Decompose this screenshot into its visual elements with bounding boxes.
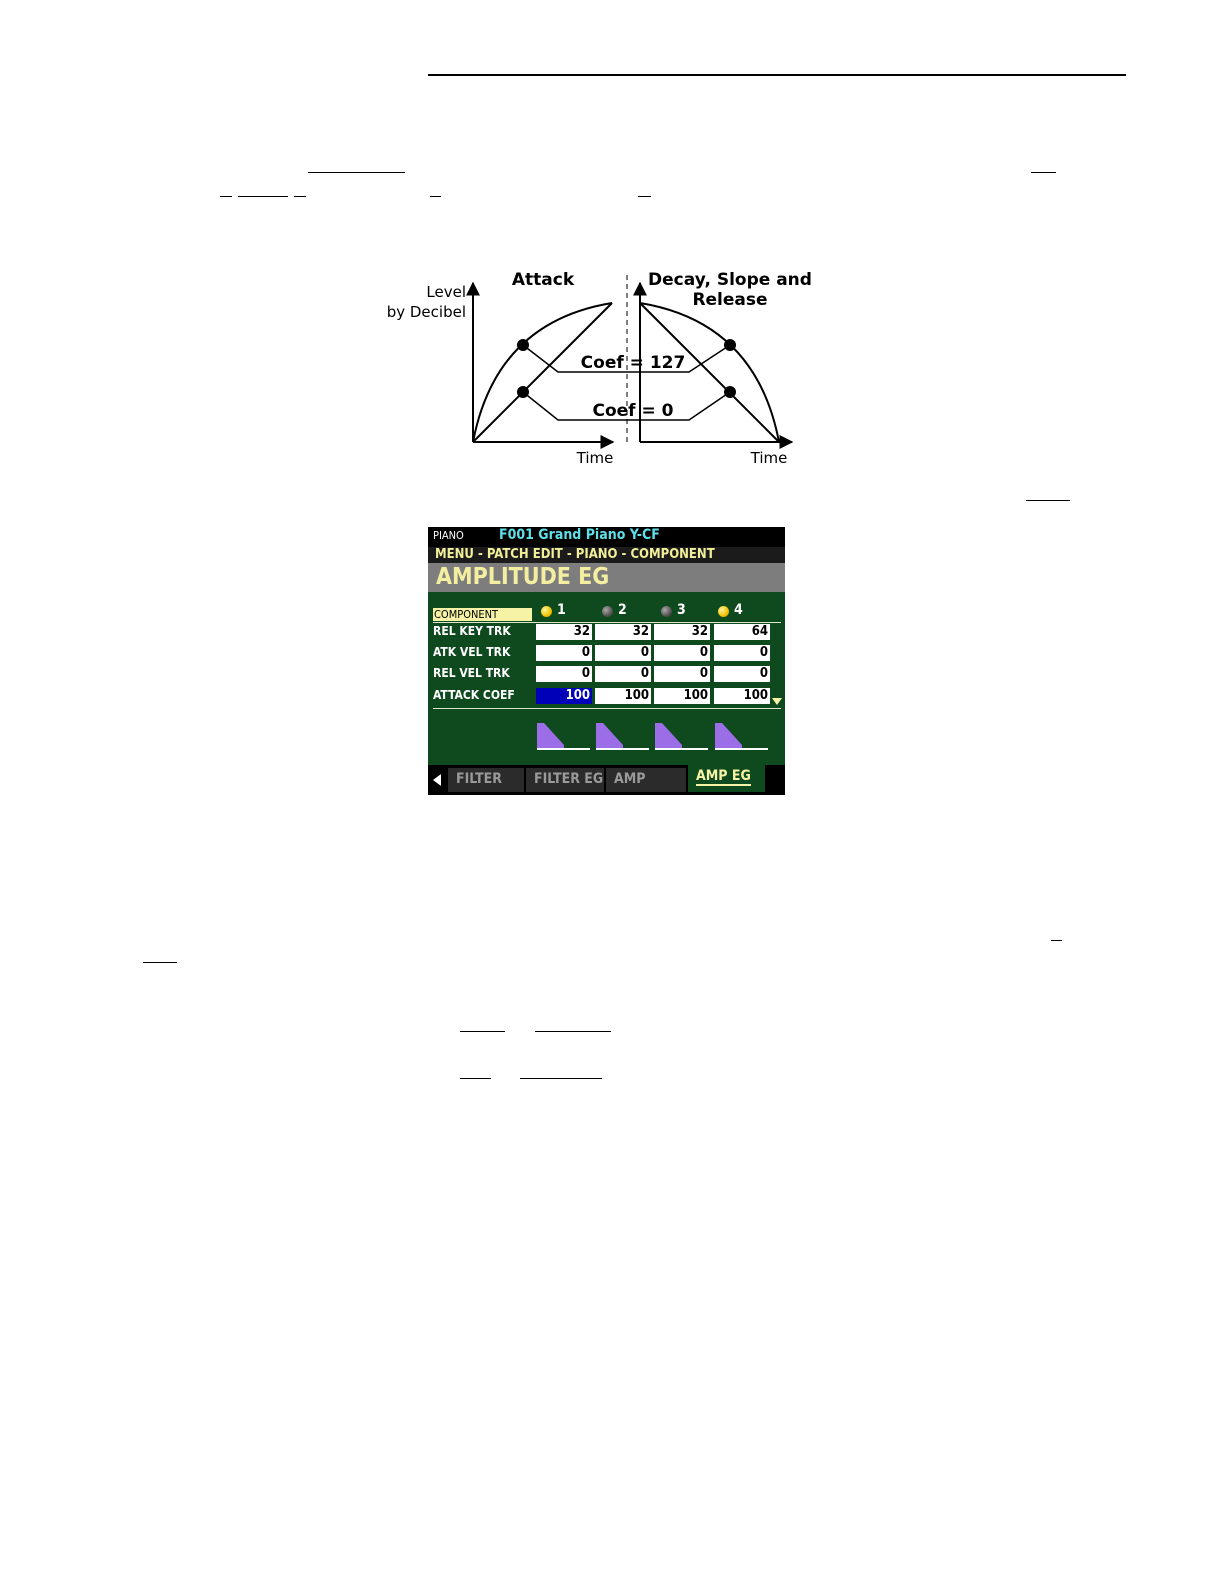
decay-title-line-2: Release — [692, 290, 768, 310]
underline-fragment — [460, 1078, 491, 1079]
component-number: 1 — [557, 602, 566, 618]
underline-fragment — [520, 1078, 602, 1079]
row-label: ATK VEL TRK — [433, 645, 511, 659]
lcd-status-bar — [428, 527, 785, 547]
rel-key-trk-cell-4[interactable]: 64 — [714, 624, 770, 640]
component-number: 3 — [677, 602, 686, 618]
eg-shape-icon — [595, 721, 651, 751]
rel-vel-trk-cell-1[interactable]: 0 — [536, 666, 592, 682]
atk-vel-trk-cell-3[interactable]: 0 — [654, 645, 710, 661]
rel-vel-trk-cell-4[interactable]: 0 — [714, 666, 770, 682]
coef-0-label: Coef = 0 — [592, 401, 674, 421]
underline-fragment — [1026, 500, 1070, 501]
attack-coef-cell-4[interactable]: 100 — [714, 688, 770, 704]
page-title: AMPLITUDE EG — [436, 564, 610, 590]
row-label: REL VEL TRK — [433, 666, 510, 680]
component-1-header[interactable] — [537, 602, 593, 620]
level-label-1: Level — [426, 283, 466, 301]
rel-key-trk-cell-2[interactable]: 32 — [595, 624, 651, 640]
page-title-bar — [428, 563, 785, 592]
table-divider — [433, 708, 781, 709]
tab-filter[interactable] — [448, 768, 524, 792]
atk-vel-trk-cell-1[interactable]: 0 — [536, 645, 592, 661]
marker-dot — [517, 386, 529, 398]
underline-fragment — [460, 1031, 505, 1032]
underline-fragment — [638, 196, 651, 197]
tab-bar — [428, 765, 785, 795]
header-rule — [428, 74, 1126, 76]
atk-vel-trk-cell-4[interactable]: 0 — [714, 645, 770, 661]
breadcrumb — [428, 547, 785, 563]
underline-fragment — [430, 196, 441, 197]
level-label-2: by Decibel — [386, 303, 466, 321]
mode-label: PIANO — [433, 529, 464, 542]
row-label: REL KEY TRK — [433, 624, 511, 638]
underline-fragment — [1031, 172, 1056, 173]
row-label: ATTACK COEF — [433, 688, 515, 702]
tab-amp-eg[interactable] — [688, 765, 765, 792]
underline-fragment — [294, 196, 306, 197]
breadcrumb-text: MENU - PATCH EDIT - PIANO - COMPONENT — [435, 547, 715, 562]
coef-127-label: Coef = 127 — [580, 353, 686, 373]
rel-vel-trk-cell-2[interactable]: 0 — [595, 666, 651, 682]
underline-fragment — [535, 1031, 611, 1032]
rel-key-trk-cell-3[interactable]: 32 — [654, 624, 710, 640]
attack-title: Attack — [511, 270, 575, 290]
underline-fragment — [238, 196, 288, 197]
time-label-right: Time — [750, 449, 788, 467]
rel-key-trk-cell-1[interactable]: 32 — [536, 624, 592, 640]
component-3-header[interactable] — [657, 602, 713, 620]
component-4-header[interactable] — [714, 602, 770, 620]
marker-dot — [517, 339, 529, 351]
eg-shape-icon — [536, 721, 592, 751]
envelope-curve-diagram — [380, 260, 820, 475]
time-label-left: Time — [576, 449, 614, 467]
marker-dot — [724, 386, 736, 398]
component-on-icon — [541, 606, 552, 617]
rel-vel-trk-cell-3[interactable]: 0 — [654, 666, 710, 682]
atk-vel-trk-cell-2[interactable]: 0 — [595, 645, 651, 661]
component-number: 2 — [618, 602, 627, 618]
tab-label: AMP — [614, 771, 646, 787]
scroll-down-icon[interactable] — [772, 698, 782, 705]
attack-coef-cell-3[interactable]: 100 — [654, 688, 710, 704]
tab-label: FILTER EG — [534, 771, 604, 787]
attack-coef-cell-1-selected[interactable]: 100 — [536, 688, 592, 704]
tab-filter-eg[interactable] — [526, 768, 604, 792]
patch-name: F001 Grand Piano Y-CF — [499, 527, 660, 543]
component-number: 4 — [734, 602, 743, 618]
attack-coef-cell-2[interactable]: 100 — [595, 688, 651, 704]
underline-fragment — [308, 172, 405, 173]
header-divider — [433, 622, 781, 623]
component-on-icon — [718, 606, 729, 617]
underline-fragment — [1051, 940, 1062, 941]
underline-fragment — [220, 196, 232, 197]
lcd-screen — [428, 527, 785, 795]
eg-shape-icon — [654, 721, 710, 751]
decay-title-line-1: Decay, Slope and — [648, 270, 812, 290]
tab-left-arrow-icon[interactable] — [433, 774, 441, 786]
tab-label: AMP EG — [696, 768, 751, 784]
eg-shape-icon — [714, 721, 770, 751]
component-2-header[interactable] — [598, 602, 654, 620]
tab-amp[interactable] — [606, 768, 686, 792]
tab-label: FILTER — [456, 771, 502, 787]
marker-dot — [724, 339, 736, 351]
component-label: COMPONENT — [433, 608, 532, 621]
component-off-icon — [661, 606, 672, 617]
underline-fragment — [143, 962, 177, 963]
component-off-icon — [602, 606, 613, 617]
